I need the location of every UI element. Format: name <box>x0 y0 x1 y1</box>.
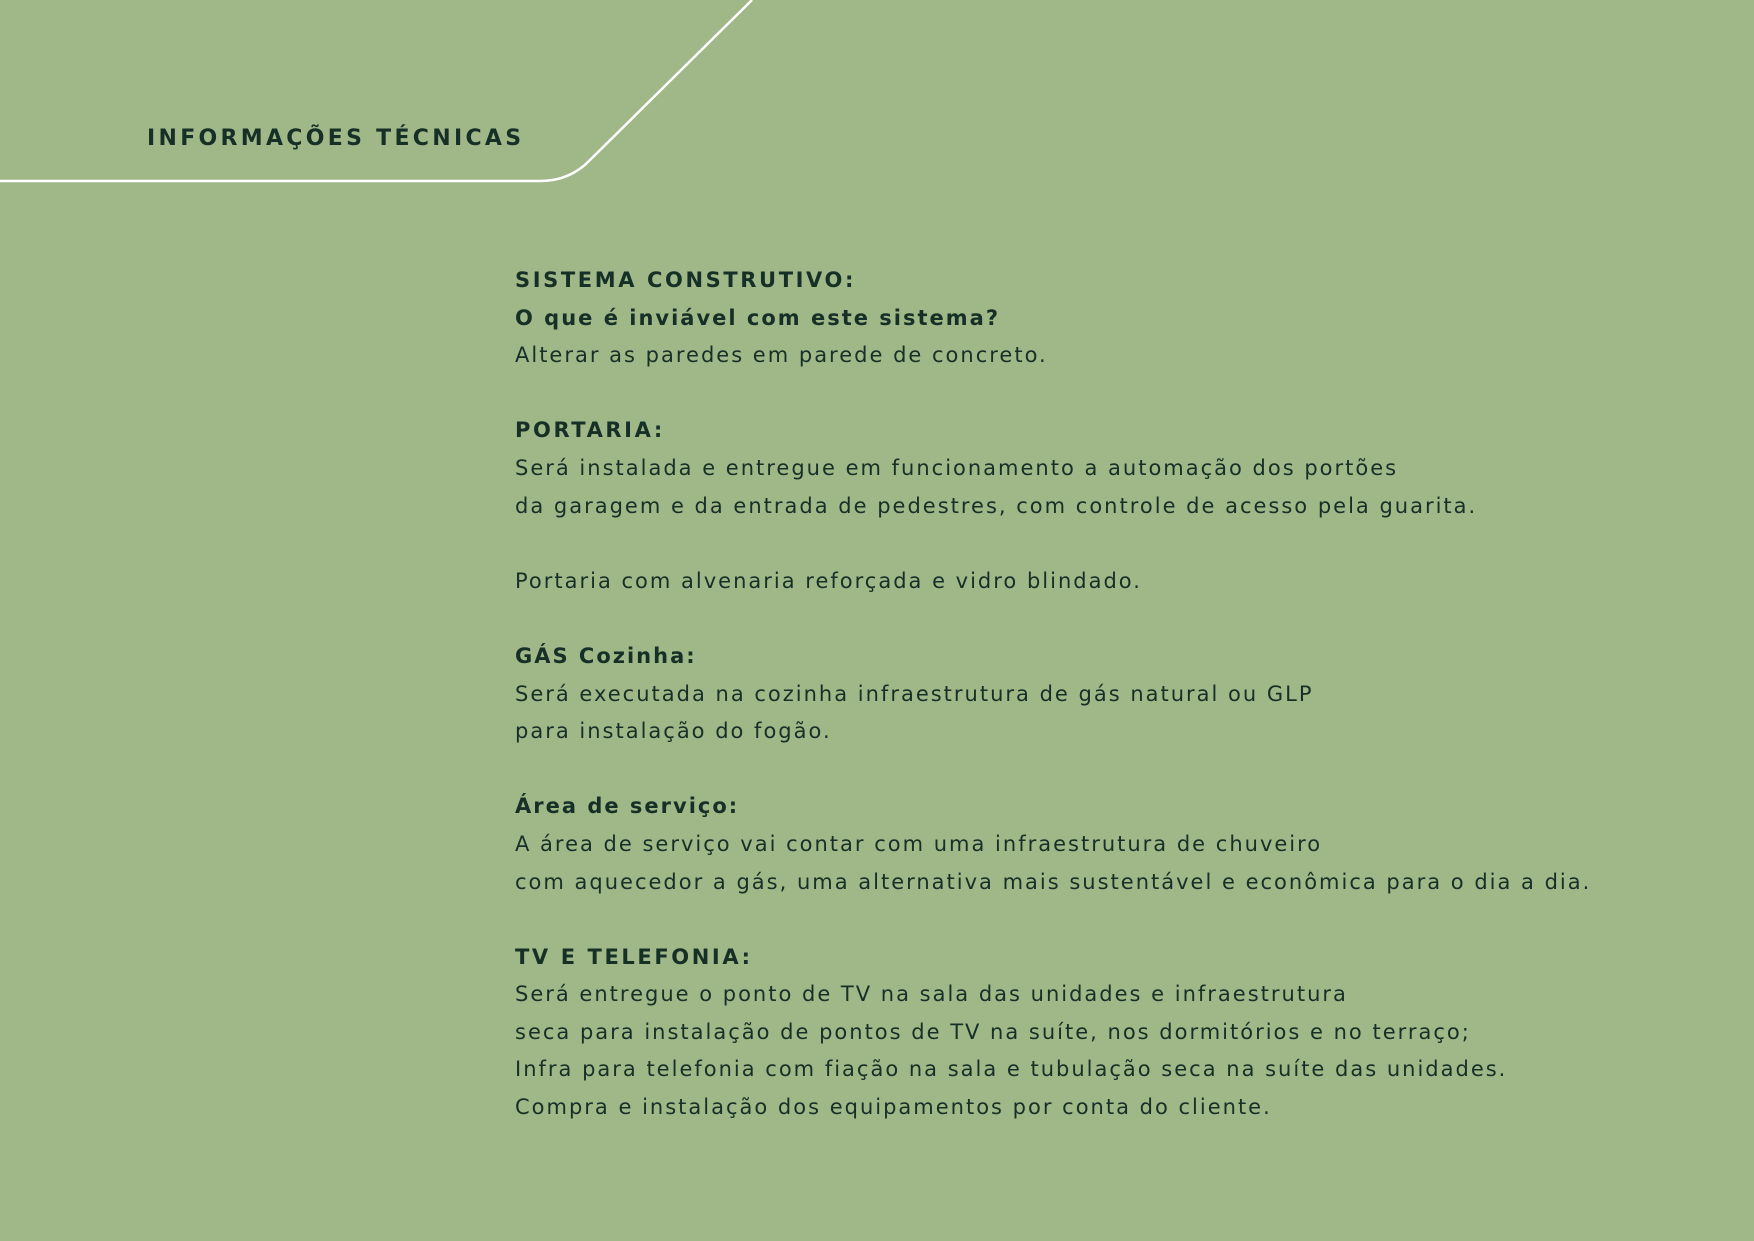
section-text-sistema: Alterar as paredes em parede de concreto. <box>515 343 1048 368</box>
paragraph-spacer <box>515 525 1715 563</box>
section-portaria <box>515 412 1715 600</box>
tv-text-line: Infra para telefonia com fiação na sala e tubulação seca na suíte das unidades. <box>515 1057 1508 1082</box>
technical-info-content <box>515 262 1715 1127</box>
section-heading-servico: Área de serviço: <box>515 794 740 819</box>
gas-text-line: Será executada na cozinha infraestrutura de gás natural ou GLP <box>515 681 1314 706</box>
tv-text-line: Compra e instalação dos equipamentos por conta do cliente. <box>515 1095 1272 1120</box>
section-heading-gas: GÁS Cozinha: <box>515 643 697 668</box>
section-area-de-servico <box>515 788 1715 901</box>
gas-text-line: para instalação do fogão. <box>515 719 832 744</box>
section-heading-tv: TV E TELEFONIA: <box>515 944 753 969</box>
page-title: INFORMAÇÕES TÉCNICAS <box>147 126 525 151</box>
section-gas-cozinha <box>515 638 1715 751</box>
tv-text-line: Será entregue o ponto de TV na sala das unidades e infraestrutura <box>515 982 1348 1007</box>
section-question-sistema: O que é inviável com este sistema? <box>515 305 1001 330</box>
portaria-text-line: Portaria com alvenaria reforçada e vidro blindado. <box>515 568 1142 593</box>
section-heading-portaria: PORTARIA: <box>515 418 665 443</box>
portaria-text-line: Será instalada e entregue em funcionamento a automação dos portões <box>515 455 1399 480</box>
section-sistema-construtivo <box>515 262 1715 375</box>
portaria-text-line: da garagem e da entrada de pedestres, com controle de acesso pela guarita. <box>515 493 1478 518</box>
servico-text-line: A área de serviço vai contar com uma infraestrutura de chuveiro <box>515 831 1323 856</box>
section-spacer <box>515 751 1715 789</box>
section-tv-telefonia <box>515 939 1715 1127</box>
tv-text-line: seca para instalação de pontos de TV na suíte, nos dormitórios e no terraço; <box>515 1019 1471 1044</box>
servico-text-line: com aquecedor a gás, uma alternativa mais sustentável e econômica para o dia a dia. <box>515 869 1592 894</box>
section-spacer <box>515 375 1715 413</box>
section-heading-sistema: SISTEMA CONSTRUTIVO: <box>515 268 856 292</box>
section-spacer <box>515 600 1715 638</box>
section-spacer <box>515 901 1715 939</box>
